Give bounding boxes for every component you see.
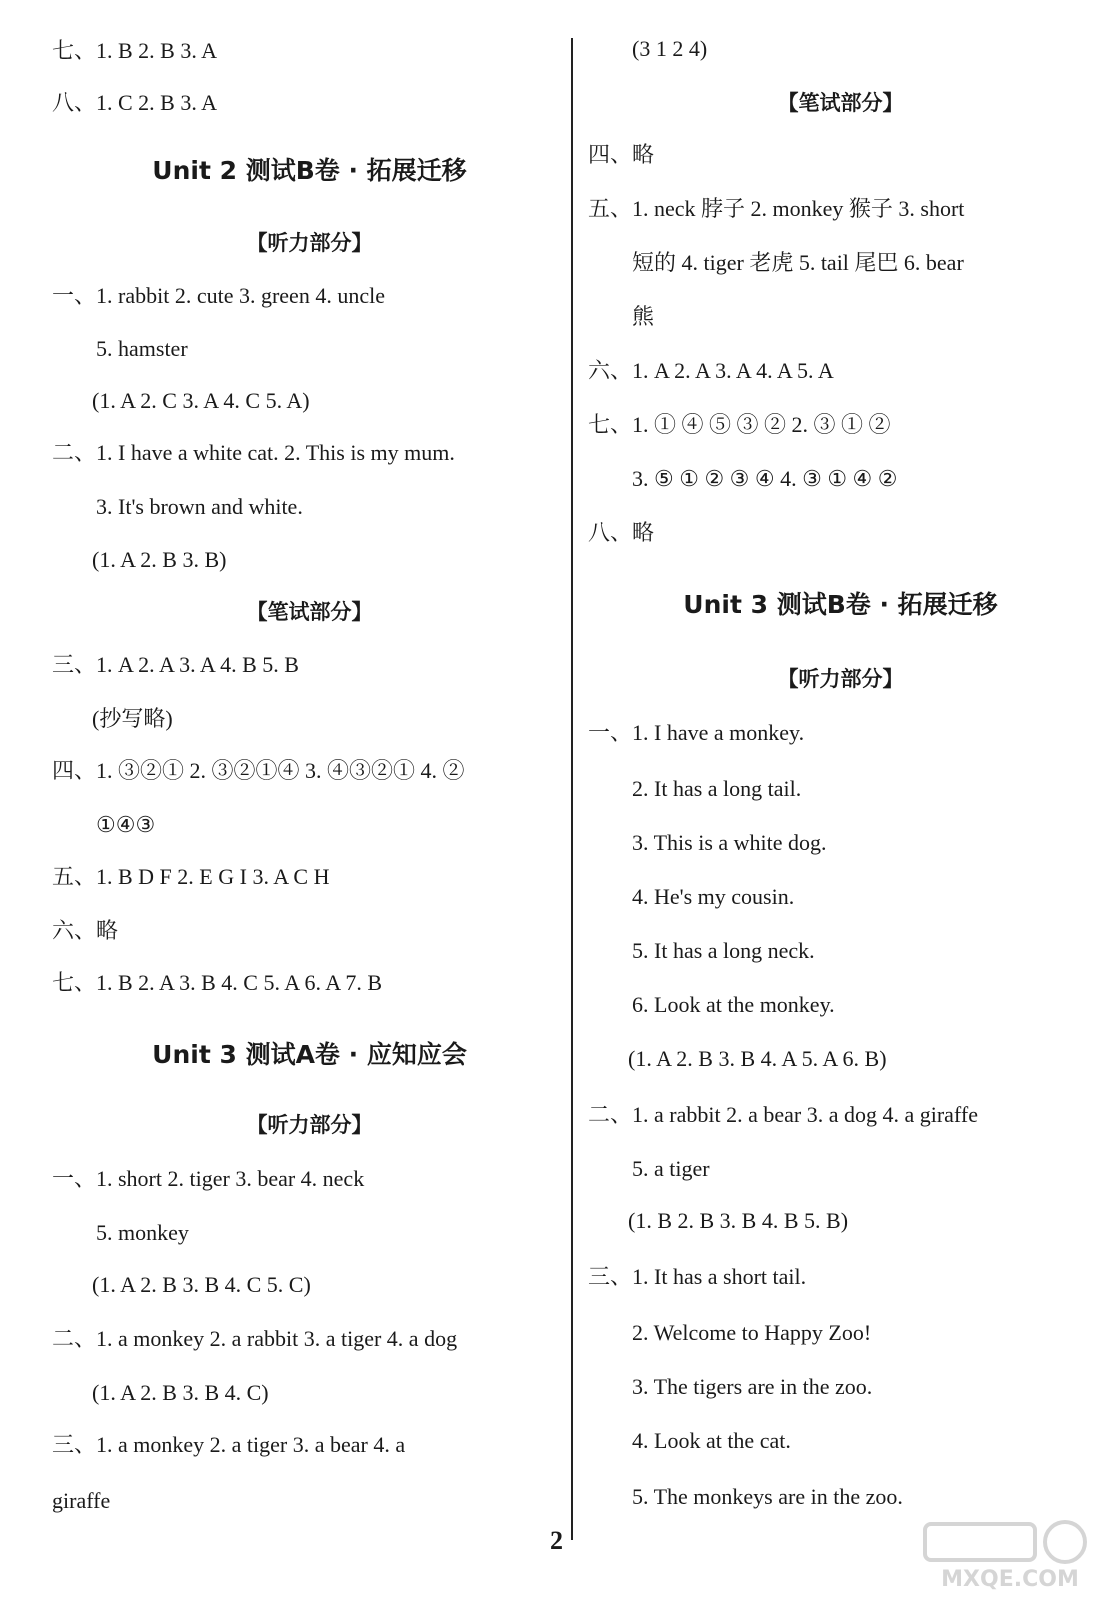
answer-line: 3. This is a white dog. bbox=[632, 830, 827, 855]
answer-line: (1. A 2. B 3. B 4. C 5. C) bbox=[92, 1272, 311, 1297]
answer-line: (1. A 2. B 3. B 4. C) bbox=[92, 1380, 269, 1405]
answer-line: giraffe bbox=[52, 1488, 111, 1513]
column-divider bbox=[571, 38, 573, 1540]
answer-line: (1. A 2. C 3. A 4. C 5. A) bbox=[92, 388, 310, 413]
answer-line: 七、1. ① ④ ⑤ ③ ② 2. ③ ① ② bbox=[588, 412, 891, 437]
answer-line: 二、1. I have a white cat. 2. This is my mum. bbox=[52, 440, 455, 465]
answer-line: 3. ⑤ ① ② ③ ④ 4. ③ ① ④ ② bbox=[632, 466, 898, 491]
answer-line: 3. It's brown and white. bbox=[96, 494, 303, 519]
answer-line: (抄写略) bbox=[92, 706, 173, 731]
section-heading: Unit 3 测试B卷 · 拓展迁移 bbox=[683, 590, 998, 619]
answer-line: 一、1. short 2. tiger 3. bear 4. neck bbox=[52, 1166, 365, 1191]
answer-line: 3. The tigers are in the zoo. bbox=[632, 1374, 873, 1399]
answer-line: 六、略 bbox=[52, 918, 119, 943]
subsection-heading: 【听力部分】 bbox=[777, 667, 904, 691]
answer-line: 八、略 bbox=[588, 520, 655, 545]
answer-line: 4. Look at the cat. bbox=[632, 1428, 791, 1453]
answer-line: 三、1. It has a short tail. bbox=[588, 1264, 807, 1289]
answer-line: 一、1. I have a monkey. bbox=[588, 720, 805, 745]
subsection-heading: 【笔试部分】 bbox=[246, 600, 373, 624]
answer-line: 二、1. a rabbit 2. a bear 3. a dog 4. a giraffe bbox=[588, 1102, 978, 1127]
answer-line: 5. It has a long neck. bbox=[632, 938, 815, 963]
answer-line: 2. Welcome to Happy Zoo! bbox=[632, 1320, 872, 1345]
section-heading: Unit 2 测试B卷 · 拓展迁移 bbox=[152, 156, 467, 185]
section-heading: Unit 3 测试A卷 · 应知应会 bbox=[152, 1040, 467, 1069]
answer-line: 短的 4. tiger 老虎 5. tail 尾巴 6. bear bbox=[632, 250, 964, 275]
answer-line: 2. It has a long tail. bbox=[632, 776, 802, 801]
subsection-heading: 【笔试部分】 bbox=[777, 91, 904, 115]
answer-line: (1. A 2. B 3. B) bbox=[92, 547, 227, 572]
answer-line: 五、1. neck 脖子 2. monkey 猴子 3. short bbox=[588, 196, 965, 221]
answer-line: (3 1 2 4) bbox=[632, 36, 708, 61]
answer-line: 七、1. B 2. A 3. B 4. C 5. A 6. A 7. B bbox=[52, 970, 383, 995]
answer-line: 6. Look at the monkey. bbox=[632, 992, 835, 1017]
answer-line: 4. He's my cousin. bbox=[632, 884, 795, 909]
answer-line: (1. B 2. B 3. B 4. B 5. B) bbox=[628, 1208, 849, 1233]
answer-line: 五、1. B D F 2. E G I 3. A C H bbox=[52, 864, 330, 889]
answer-line: ①④③ bbox=[96, 812, 156, 837]
answer-line: 熊 bbox=[632, 304, 655, 329]
answer-line: 四、略 bbox=[588, 142, 655, 167]
watermark-logo-icon bbox=[915, 1514, 1105, 1594]
answer-line: 二、1. a monkey 2. a rabbit 3. a tiger 4. a dog bbox=[52, 1326, 458, 1351]
answer-line: 四、1. ③②① 2. ③②①④ 3. ④③②① 4. ② bbox=[52, 758, 465, 783]
answer-line: (1. A 2. B 3. B 4. A 5. A 6. B) bbox=[628, 1046, 887, 1071]
page-number: 2 bbox=[550, 1526, 563, 1555]
answer-line: 七、1. B 2. B 3. A bbox=[52, 38, 218, 63]
subsection-heading: 【听力部分】 bbox=[246, 1113, 373, 1137]
watermark-text: MXQE.COM bbox=[941, 1567, 1079, 1592]
subsection-heading: 【听力部分】 bbox=[246, 231, 373, 255]
answer-line: 三、1. a monkey 2. a tiger 3. a bear 4. a bbox=[52, 1432, 406, 1457]
answer-line: 六、1. A 2. A 3. A 4. A 5. A bbox=[588, 358, 834, 383]
answer-line: 三、1. A 2. A 3. A 4. B 5. B bbox=[52, 652, 299, 677]
answer-line: 5. monkey bbox=[96, 1220, 189, 1245]
answer-line: 5. hamster bbox=[96, 336, 188, 361]
answer-line: 5. The monkeys are in the zoo. bbox=[632, 1484, 903, 1509]
answer-line: 5. a tiger bbox=[632, 1156, 710, 1181]
answer-line: 一、1. rabbit 2. cute 3. green 4. uncle bbox=[52, 283, 385, 308]
answer-line: 八、1. C 2. B 3. A bbox=[52, 90, 218, 115]
